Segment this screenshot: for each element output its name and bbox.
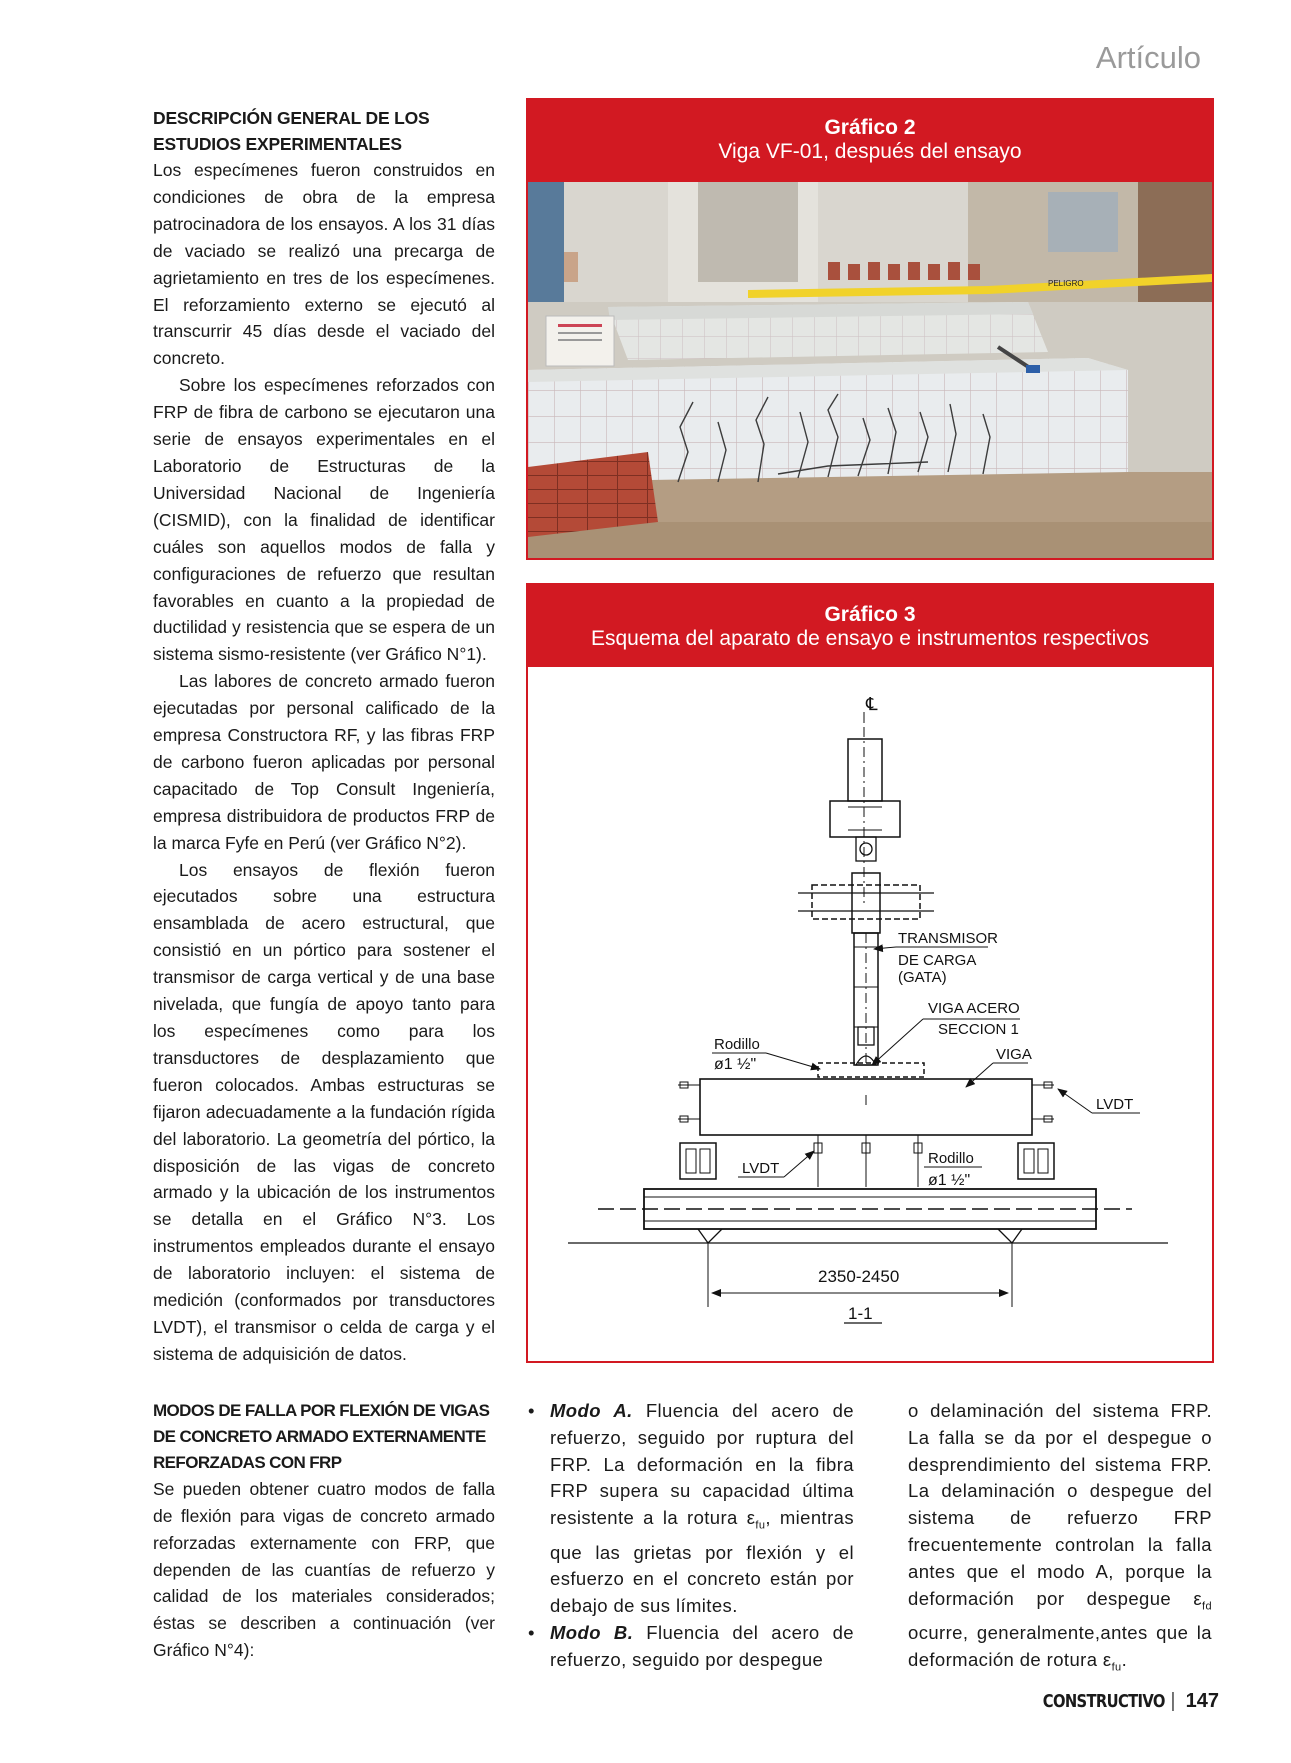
figure-2 <box>526 98 1214 560</box>
paragraph: Los ensayos de flexión fueron ejecutados sobre una estructura ensamblada de acero estructural, que consistió en un pórtico para sostener el transmisor de carga vertical y de una base nivelada, que fungía de apoyo tanto para los especímenes como para los transductores de desplazamiento que fueron colocados. Ambas estructuras se fijaron adecuadamente a la fundación rígida del laboratorio. La geometría del pórtico, la disposición de las vigas de concreto armado y la ubicación de los instrumentos se detalla en el Gráfico N°3. Los instrumentos empleados durante el ensayo de laboratorio incluyen: el sistema de medición (conformados por transductores LVDT), el transmisor o celda de carga y el sistema de adquisición de datos. <box>153 859 495 1364</box>
bullet-icon: • <box>528 1400 535 1421</box>
subscript-fd: fd <box>1202 1600 1212 1613</box>
label-transmisor: TRANSMISOR <box>898 930 999 947</box>
figure-header <box>528 585 1212 667</box>
mode-a-label: Modo A. <box>550 1400 633 1421</box>
text-part: . <box>1121 1648 1128 1670</box>
page-footer <box>1016 1690 1219 1713</box>
label-viga: VIGA <box>996 1046 1032 1063</box>
list-item <box>528 1620 854 1674</box>
paragraph: Sobre los especímenes reforzados con FRP de fibra de carbono se ejecutaron una serie de ensayos experimentales en el Laboratorio de Estructuras de la Universidad Nacional de Ingeniería (CISMID), con la finalidad de identificar cuáles son aquellos modos de falla y configuraciones de refuerzo que resultan favorables en cuanto a la propiedad de ductilidad y resistencia que se espera de un sistema sismo-resistente (ver Gráfico N°1). <box>153 375 495 665</box>
mode-b-label: Modo B. <box>550 1622 634 1644</box>
figure-subtitle: Esquema del aparato de ensayo e instrumentos respectivos <box>591 627 1149 650</box>
label-rodillo-bottom: Rodillo <box>928 1150 974 1167</box>
paragraph <box>908 1398 1212 1681</box>
label-rodillo-top-diameter: ø1 ½" <box>714 1056 757 1073</box>
label-gata: (GATA) <box>898 969 947 986</box>
label-rodillo-bottom-diameter: ø1 ½" <box>928 1172 971 1189</box>
label-lvdt-right: LVDT <box>1096 1096 1134 1113</box>
figure-header <box>528 100 1212 182</box>
subscript-fu: fu <box>755 1519 766 1532</box>
mode-a-text-2: , mientras que las grietas por flexión y el esfuerzo en el concreto están por debajo de sus límites. <box>550 1507 854 1617</box>
text-part: o delaminación del sistema FRP. La falla se da por el despegue o desprendimiento del sistema FRP. La delaminación o despegue del sistema de refuerzo FRP frecuentemente controlan la falla antes que el modo A, porque la deformación por despegue ε <box>908 1400 1212 1609</box>
section-heading: DESCRIPCIÓN GENERAL DE LOS ESTUDIOS EXPERIMENTALES <box>153 108 430 154</box>
section-label-1-1: 1-1 <box>848 1304 873 1323</box>
footer-separator: | <box>1170 1690 1176 1712</box>
test-apparatus-diagram <box>528 667 1212 1361</box>
paragraph: Los especímenes fueron construidos en condiciones de obra de la empresa patrocinadora de los ensayos. A los 31 días de vaciado se realizó una precarga de agrietamiento en tres de los especímenes. El reforzamiento externo se ejecutó al transcurrir 45 días desde el vaciado del concreto. <box>153 160 495 369</box>
bullet-icon: • <box>528 1622 535 1644</box>
section-heading: MODOS DE FALLA POR FLEXIÓN DE VIGAS DE CONCRETO ARMADO EXTERNAMENTE REFORZADAS CON FRP <box>153 1400 490 1472</box>
label-seccion-1: SECCION 1 <box>938 1021 1019 1038</box>
label-rodillo-top: Rodillo <box>714 1036 760 1053</box>
list-item <box>528 1398 854 1620</box>
page-number: 147 <box>1185 1690 1219 1712</box>
mode-a-text-1: Fluencia del acero de refuerzo, seguido por ruptura del FRP. La deformación en la fibra FRP supera su capacidad última resistente a la rotura ε <box>550 1400 854 1529</box>
figure-subtitle: Viga VF-01, después del ensayo <box>718 140 1022 163</box>
label-lvdt-bottom: LVDT <box>742 1160 780 1177</box>
tape-text: PELIGRO <box>1048 279 1084 288</box>
beam-photo-illustration <box>528 182 1212 558</box>
mode-b-text: Fluencia del acero de refuerzo, seguido por despegue <box>550 1622 854 1670</box>
section-label: Artículo <box>1095 40 1201 75</box>
figure-3 <box>526 583 1214 1363</box>
label-de-carga: DE CARGA <box>898 952 977 969</box>
bottom-middle-column <box>528 1398 854 1674</box>
subscript-fu: fu <box>1111 1661 1122 1674</box>
left-column <box>153 105 495 1664</box>
magazine-name: CONSTRUCTIVO <box>1042 1691 1165 1712</box>
text-part: ocurre, generalmente,antes que la deformación de rotura ε <box>908 1622 1212 1670</box>
dimension-label: 2350-2450 <box>818 1267 900 1286</box>
paragraph: Las labores de concreto armado fueron ejecutadas por personal calificado de la empresa Constructora RF, y las fibras FRP de carbono fueron aplicadas por personal capacitado de Top Consult Ingeniería, empresa distribuidora de productos FRP de la marca Fyfe en Perú (ver Gráfico N°2). <box>153 671 495 853</box>
figure-title: Gráfico 2 <box>824 116 916 139</box>
label-viga-acero: VIGA ACERO <box>928 1000 1020 1017</box>
beam-photo <box>528 182 1212 558</box>
bottom-right-column <box>908 1398 1212 1681</box>
paragraph: Se pueden obtener cuatro modos de falla de flexión para vigas de concreto armado reforzadas externamente con FRP, que dependen de las cuantías de refuerzo y calidad de los materiales considerados; éstas se describen a continuación (ver Gráfico N°4): <box>153 1478 495 1661</box>
centerline-label: ℄ <box>866 694 878 714</box>
figure-title: Gráfico 3 <box>824 603 916 626</box>
